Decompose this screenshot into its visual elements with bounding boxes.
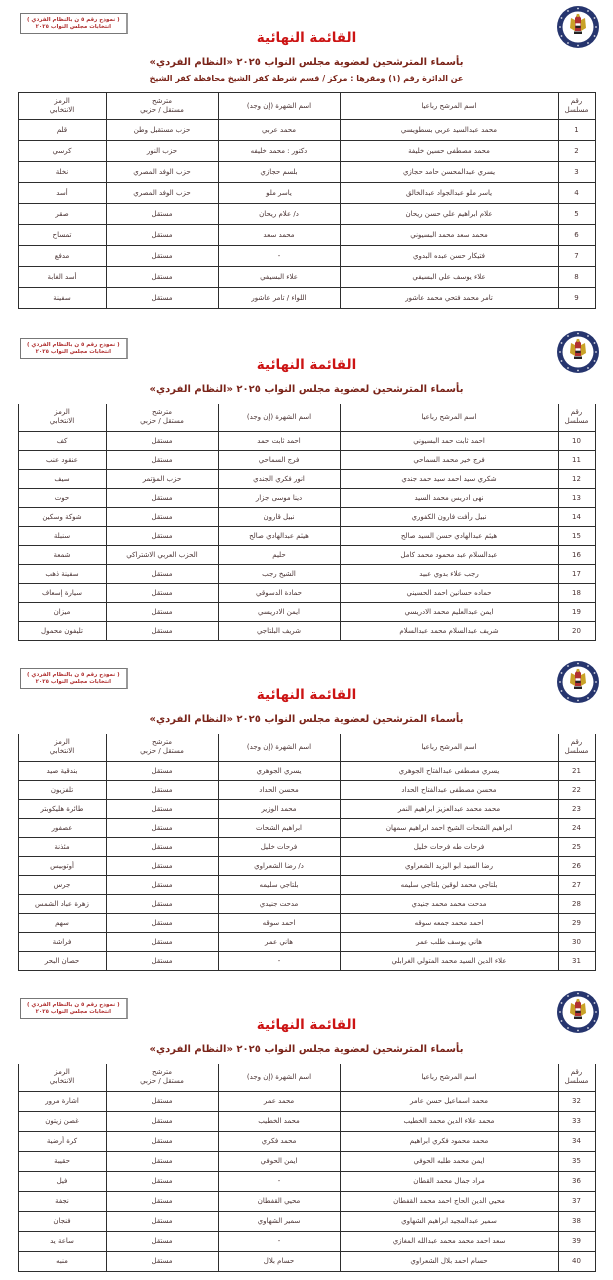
table-header-row — [18, 734, 595, 761]
cell-affiliation: مستقل — [106, 488, 218, 507]
cell-affiliation: مستقل — [106, 526, 218, 545]
cell-fame-name: محمد الخطيب — [218, 1111, 340, 1131]
cell-serial-number: 10 — [558, 431, 595, 450]
cell-candidate-full-name: محمد مصطفى حسين خليفة — [340, 141, 558, 162]
form-number-stamp — [20, 13, 128, 34]
cell-serial-number: 22 — [558, 780, 595, 799]
cell-serial-number: 40 — [558, 1251, 595, 1271]
cell-affiliation: حزب النور — [106, 141, 218, 162]
form-number-stamp — [20, 668, 128, 689]
cell-fame-name: دكتور : محمد خليفه — [218, 141, 340, 162]
cell-serial-number: 33 — [558, 1111, 595, 1131]
cell-affiliation: مستقل — [106, 225, 218, 246]
cell-electoral-symbol: زهرة عباد الشمس — [18, 894, 106, 913]
cell-candidate-full-name: رضا السيد ابو اليزيد الشعراوي — [340, 856, 558, 875]
cell-candidate-full-name: ايمن عبدالعليم محمد الادريسي — [340, 602, 558, 621]
candidates-table — [18, 734, 596, 971]
cell-serial-number: 36 — [558, 1171, 595, 1191]
form-number-stamp — [20, 998, 128, 1019]
cell-serial-number: 25 — [558, 837, 595, 856]
candidate-row — [18, 141, 595, 162]
cell-electoral-symbol: شوكة وسكين — [18, 507, 106, 526]
cell-candidate-full-name: محمد علاء الدين محمد الخطيب — [340, 1111, 558, 1131]
candidate-row — [18, 894, 595, 913]
cell-fame-name: فرحات خليل — [218, 837, 340, 856]
cell-fame-name: هيثم عبدالهادي صالح — [218, 526, 340, 545]
page-title: القائمة النهائية — [256, 30, 357, 46]
cell-affiliation: مستقل — [106, 1151, 218, 1171]
cell-electoral-symbol: سهم — [18, 913, 106, 932]
candidate-row — [18, 1091, 595, 1111]
cell-candidate-full-name: ايمن محمد طلبه الحوفي — [340, 1151, 558, 1171]
candidate-row — [18, 583, 595, 602]
candidate-row — [18, 602, 595, 621]
candidate-row — [18, 837, 595, 856]
cell-fame-name: احمد سوقه — [218, 913, 340, 932]
cell-electoral-symbol: حقيبة — [18, 1151, 106, 1171]
candidate-row — [18, 507, 595, 526]
cell-candidate-full-name: محيي الدين الحاج احمد محمد القفطان — [340, 1191, 558, 1211]
cell-electoral-symbol: غصن زيتون — [18, 1111, 106, 1131]
page-subtitle: بأسماء المترشحين لعضوية مجلس النواب ٢٠٢٥ «النظام الفردي» — [149, 57, 464, 68]
cell-candidate-full-name: محمد محمود فكري ابراهيم — [340, 1131, 558, 1151]
candidate-row — [18, 267, 595, 288]
cell-serial-number: 26 — [558, 856, 595, 875]
cell-fame-name: حمادة الدسوقي — [218, 583, 340, 602]
cell-affiliation: حزب المؤتمر — [106, 469, 218, 488]
candidate-row — [18, 913, 595, 932]
cell-fame-name: علاء البسيفي — [218, 267, 340, 288]
header-serial: رقم مسلسل — [558, 404, 595, 431]
candidate-row — [18, 1111, 595, 1131]
cell-affiliation: مستقل — [106, 621, 218, 640]
candidate-row — [18, 469, 595, 488]
cell-electoral-symbol: ساعة يد — [18, 1231, 106, 1251]
header-fame-name: اسم الشهرة (إن وجد) — [218, 1064, 340, 1091]
cell-affiliation: مستقل — [106, 837, 218, 856]
cell-serial-number: 24 — [558, 818, 595, 837]
cell-candidate-full-name: علام ابراهيم علي حسن ريحان — [340, 204, 558, 225]
cell-candidate-full-name: نبيل رأفت فارون الكفوري — [340, 507, 558, 526]
candidate-row — [18, 183, 595, 204]
cell-serial-number: 31 — [558, 951, 595, 970]
candidate-row — [18, 204, 595, 225]
cell-fame-name: محمد سعد — [218, 225, 340, 246]
cell-candidate-full-name: يسري مصطفى عبدالفتاح الجوهري — [340, 761, 558, 780]
candidate-row — [18, 932, 595, 951]
cell-fame-name: - — [218, 951, 340, 970]
cell-affiliation: مستقل — [106, 204, 218, 225]
cell-fame-name: ابراهيم الشحات — [218, 818, 340, 837]
candidate-row — [18, 818, 595, 837]
document-page-1 — [0, 0, 613, 325]
cell-electoral-symbol: أسد الغابة — [18, 267, 106, 288]
cell-electoral-symbol: منبه — [18, 1251, 106, 1271]
cell-affiliation: مستقل — [106, 507, 218, 526]
cell-serial-number: 28 — [558, 894, 595, 913]
header-symbol: الرمز الانتخابي — [18, 1064, 106, 1091]
cell-fame-name: الشيخ رجب — [218, 564, 340, 583]
candidates-table — [18, 1064, 596, 1272]
cell-affiliation: مستقل — [106, 267, 218, 288]
candidate-row — [18, 856, 595, 875]
cell-electoral-symbol: جرس — [18, 875, 106, 894]
cell-candidate-full-name: رجب علاء بدوي عبيد — [340, 564, 558, 583]
cell-affiliation: مستقل — [106, 780, 218, 799]
header-affiliation: مترشح مستقل / حزبي — [106, 734, 218, 761]
header-affiliation: مترشح مستقل / حزبي — [106, 93, 218, 120]
cell-fame-name: محمد الوزير — [218, 799, 340, 818]
cell-serial-number: 9 — [558, 288, 595, 309]
cell-affiliation: الحزب العربي الاشتراكي — [106, 545, 218, 564]
cell-electoral-symbol: سيارة إسعاف — [18, 583, 106, 602]
stamp-line-1: ( نموذج رقم ٥ ن بالنظام الفردي ) — [27, 342, 120, 348]
cell-fame-name: مدحت جنيدي — [218, 894, 340, 913]
cell-serial-number: 34 — [558, 1131, 595, 1151]
table-header-row — [18, 1064, 595, 1091]
cell-electoral-symbol: كف — [18, 431, 106, 450]
cell-candidate-full-name: مدحت محمد محمد جنيدي — [340, 894, 558, 913]
cell-electoral-symbol: تليفون محمول — [18, 621, 106, 640]
cell-fame-name: سمير الشهاوي — [218, 1211, 340, 1231]
cell-serial-number: 1 — [558, 120, 595, 141]
cell-affiliation: مستقل — [106, 564, 218, 583]
candidate-row — [18, 288, 595, 309]
header-candidate-name: اسم المرشح رباعيا — [340, 1064, 558, 1091]
cell-affiliation: مستقل — [106, 1231, 218, 1251]
cell-electoral-symbol: ميزان — [18, 602, 106, 621]
cell-electoral-symbol: مدفع — [18, 246, 106, 267]
cell-affiliation: مستقل — [106, 875, 218, 894]
candidate-row — [18, 246, 595, 267]
cell-candidate-full-name: محمد عبدالسيد عربي بسطويسي — [340, 120, 558, 141]
header-fame-name: اسم الشهرة (إن وجد) — [218, 93, 340, 120]
cell-fame-name: ياسر ملو — [218, 183, 340, 204]
cell-serial-number: 32 — [558, 1091, 595, 1111]
cell-affiliation: مستقل — [106, 1211, 218, 1231]
cell-fame-name: نبيل قارون — [218, 507, 340, 526]
page-title: القائمة النهائية — [256, 1017, 357, 1033]
cell-serial-number: 30 — [558, 932, 595, 951]
cell-serial-number: 5 — [558, 204, 595, 225]
cell-fame-name: ايمن الادريسي — [218, 602, 340, 621]
cell-fame-name: حسام بلال — [218, 1251, 340, 1271]
cell-serial-number: 13 — [558, 488, 595, 507]
district-line: عن الدائرة رقم (١) ومقرها : مركز / قسم شرطة كفر الشيخ محافظة كفر الشيخ — [149, 74, 464, 83]
cell-candidate-full-name: ياسر ملو عبدالجواد عبدالخالق — [340, 183, 558, 204]
candidates-table — [18, 404, 596, 641]
stamp-line-2: انتخابات مجلس النواب ٢٠٢٥ — [35, 24, 112, 30]
cell-serial-number: 37 — [558, 1191, 595, 1211]
cell-affiliation: مستقل — [106, 1091, 218, 1111]
cell-fame-name: احمد ثابت حمد — [218, 431, 340, 450]
header-fame-name: اسم الشهرة (إن وجد) — [218, 404, 340, 431]
cell-candidate-full-name: عبدالسلام عبد محمود محمد كامل — [340, 545, 558, 564]
header-affiliation: مترشح مستقل / حزبي — [106, 1064, 218, 1091]
table-header-row — [18, 404, 595, 431]
page-title: القائمة النهائية — [256, 357, 357, 373]
cell-electoral-symbol: أسد — [18, 183, 106, 204]
cell-affiliation: مستقل — [106, 1131, 218, 1151]
document-page-3 — [0, 655, 613, 985]
candidate-row — [18, 545, 595, 564]
header-symbol: الرمز الانتخابي — [18, 734, 106, 761]
header-serial: رقم مسلسل — [558, 1064, 595, 1091]
form-number-stamp — [20, 338, 128, 359]
cell-fame-name: د/ رضا الشعراوي — [218, 856, 340, 875]
cell-fame-name: دينا موسى جزار — [218, 488, 340, 507]
cell-candidate-full-name: سمير عبدالمجيد ابراهيم الشهاوي — [340, 1211, 558, 1231]
header-symbol: الرمز الانتخابي — [18, 93, 106, 120]
cell-fame-name: فرج السماحي — [218, 450, 340, 469]
header-fame-name: اسم الشهرة (إن وجد) — [218, 734, 340, 761]
cell-candidate-full-name: محمد سعد محمد البسيوني — [340, 225, 558, 246]
cell-electoral-symbol: نجفة — [18, 1191, 106, 1211]
candidate-row — [18, 564, 595, 583]
stamp-line-1: ( نموذج رقم ٥ ن بالنظام الفردي ) — [27, 1002, 120, 1008]
cell-affiliation: حزب الوفد المصري — [106, 162, 218, 183]
header-candidate-name: اسم المرشح رباعيا — [340, 734, 558, 761]
cell-electoral-symbol: نخلة — [18, 162, 106, 183]
cell-fame-name: هاني عمر — [218, 932, 340, 951]
page-title: القائمة النهائية — [256, 687, 357, 703]
cell-fame-name: حليم — [218, 545, 340, 564]
cell-serial-number: 29 — [558, 913, 595, 932]
cell-serial-number: 35 — [558, 1151, 595, 1171]
cell-electoral-symbol: تلفزيون — [18, 780, 106, 799]
cell-fame-name: د/ علام ريحان — [218, 204, 340, 225]
cell-serial-number: 18 — [558, 583, 595, 602]
candidate-row — [18, 1231, 595, 1251]
candidate-row — [18, 799, 595, 818]
cell-affiliation: مستقل — [106, 932, 218, 951]
cell-affiliation: مستقل — [106, 1251, 218, 1271]
candidate-row — [18, 1251, 595, 1271]
candidate-row — [18, 1151, 595, 1171]
cell-candidate-full-name: هاني يوسف طلب عمر — [340, 932, 558, 951]
cell-affiliation: مستقل — [106, 913, 218, 932]
cell-electoral-symbol: سنبلة — [18, 526, 106, 545]
cell-fame-name: يسري الجوهري — [218, 761, 340, 780]
stamp-line-1: ( نموذج رقم ٥ ن بالنظام الفردي ) — [27, 17, 120, 23]
cell-fame-name: - — [218, 1231, 340, 1251]
cell-candidate-full-name: حماده حسانين احمد الحسيني — [340, 583, 558, 602]
candidate-row — [18, 225, 595, 246]
cell-candidate-full-name: سعد احمد محمد محمد عبدالله المغازي — [340, 1231, 558, 1251]
cell-electoral-symbol: عنقود عنب — [18, 450, 106, 469]
cell-fame-name: اللواء / تامر عاشور — [218, 288, 340, 309]
cell-electoral-symbol: طائرة هليكوبتر — [18, 799, 106, 818]
cell-candidate-full-name: محمد اسماعيل حسن عامر — [340, 1091, 558, 1111]
header-candidate-name: اسم المرشح رباعيا — [340, 93, 558, 120]
cell-serial-number: 27 — [558, 875, 595, 894]
cell-serial-number: 6 — [558, 225, 595, 246]
cell-serial-number: 38 — [558, 1211, 595, 1231]
cell-fame-name: محمد عربي — [218, 120, 340, 141]
candidate-row — [18, 162, 595, 183]
cell-electoral-symbol: اشارة مرور — [18, 1091, 106, 1111]
cell-serial-number: 15 — [558, 526, 595, 545]
national-elections-authority-emblem-icon — [555, 989, 601, 1035]
cell-fame-name: شريف البلتاجي — [218, 621, 340, 640]
national-elections-authority-emblem-icon — [555, 659, 601, 705]
cell-candidate-full-name: احمد محمد جمعه سوقه — [340, 913, 558, 932]
cell-affiliation: مستقل — [106, 818, 218, 837]
cell-fame-name: بلتاجي سليمه — [218, 875, 340, 894]
document-page-4 — [0, 985, 613, 1280]
candidate-row — [18, 1211, 595, 1231]
cell-candidate-full-name: شكري سيد احمد سيد حمد جندي — [340, 469, 558, 488]
header-serial: رقم مسلسل — [558, 734, 595, 761]
cell-electoral-symbol: أوتوبيس — [18, 856, 106, 875]
header-symbol: الرمز الانتخابي — [18, 404, 106, 431]
cell-fame-name: محسن الحداد — [218, 780, 340, 799]
cell-candidate-full-name: فرج خير محمد السماحي — [340, 450, 558, 469]
candidate-row — [18, 1131, 595, 1151]
cell-electoral-symbol: حوت — [18, 488, 106, 507]
cell-serial-number: 16 — [558, 545, 595, 564]
cell-serial-number: 23 — [558, 799, 595, 818]
cell-affiliation: حزب مستقبل وطن — [106, 120, 218, 141]
cell-candidate-full-name: حسام احمد بلال الشعراوي — [340, 1251, 558, 1271]
cell-candidate-full-name: احمد ثابت حمد البسيوني — [340, 431, 558, 450]
page-subtitle: بأسماء المترشحين لعضوية مجلس النواب ٢٠٢٥ «النظام الفردي» — [149, 384, 464, 395]
stamp-line-1: ( نموذج رقم ٥ ن بالنظام الفردي ) — [27, 672, 120, 678]
cell-electoral-symbol: حصان البحر — [18, 951, 106, 970]
page-subtitle: بأسماء المترشحين لعضوية مجلس النواب ٢٠٢٥ «النظام الفردي» — [149, 714, 464, 725]
cell-candidate-full-name: محمد محمد عبدالعزيز ابراهيم النمر — [340, 799, 558, 818]
cell-serial-number: 8 — [558, 267, 595, 288]
cell-affiliation: مستقل — [106, 1171, 218, 1191]
cell-affiliation: مستقل — [106, 856, 218, 875]
cell-electoral-symbol: تمساح — [18, 225, 106, 246]
cell-serial-number: 20 — [558, 621, 595, 640]
cell-serial-number: 7 — [558, 246, 595, 267]
cell-fame-name: انور فكري الجندي — [218, 469, 340, 488]
cell-affiliation: مستقل — [106, 431, 218, 450]
cell-candidate-full-name: هيثم عبدالهادي حسن السيد صالح — [340, 526, 558, 545]
cell-candidate-full-name: تامر محمد فتحي محمد عاشور — [340, 288, 558, 309]
candidate-row — [18, 780, 595, 799]
cell-candidate-full-name: علاء يوسف علي البسيفي — [340, 267, 558, 288]
cell-serial-number: 19 — [558, 602, 595, 621]
cell-fame-name: محمد عمر — [218, 1091, 340, 1111]
header-serial: رقم مسلسل — [558, 93, 595, 120]
cell-serial-number: 17 — [558, 564, 595, 583]
cell-electoral-symbol: قلم — [18, 120, 106, 141]
cell-electoral-symbol: كرة أرضية — [18, 1131, 106, 1151]
cell-electoral-symbol: شمعة — [18, 545, 106, 564]
cell-electoral-symbol: مئذنة — [18, 837, 106, 856]
candidate-row — [18, 526, 595, 545]
cell-affiliation: مستقل — [106, 1111, 218, 1131]
cell-affiliation: مستقل — [106, 583, 218, 602]
cell-electoral-symbol: سفينة — [18, 288, 106, 309]
cell-affiliation: مستقل — [106, 799, 218, 818]
cell-affiliation: مستقل — [106, 246, 218, 267]
cell-serial-number: 2 — [558, 141, 595, 162]
candidate-row — [18, 621, 595, 640]
cell-fame-name: بلسم حجازي — [218, 162, 340, 183]
cell-electoral-symbol: بندقية صيد — [18, 761, 106, 780]
cell-candidate-full-name: يسري عبدالمحسن حامد حجازي — [340, 162, 558, 183]
cell-affiliation: مستقل — [106, 1191, 218, 1211]
candidate-row — [18, 951, 595, 970]
candidate-row — [18, 1171, 595, 1191]
candidates-table — [18, 92, 596, 309]
stamp-line-2: انتخابات مجلس النواب ٢٠٢٥ — [35, 1009, 112, 1015]
candidate-row — [18, 488, 595, 507]
header-affiliation: مترشح مستقل / حزبي — [106, 404, 218, 431]
cell-candidate-full-name: محسن مصطفى عبدالفتاح الحداد — [340, 780, 558, 799]
cell-electoral-symbol: فيل — [18, 1171, 106, 1191]
cell-affiliation: مستقل — [106, 288, 218, 309]
cell-electoral-symbol: فراشة — [18, 932, 106, 951]
candidate-row — [18, 875, 595, 894]
candidate-row — [18, 431, 595, 450]
cell-affiliation: مستقل — [106, 894, 218, 913]
cell-candidate-full-name: مراد جمال محمد القطان — [340, 1171, 558, 1191]
cell-electoral-symbol: سيف — [18, 469, 106, 488]
cell-candidate-full-name: فتيكار حسن عبده البدوي — [340, 246, 558, 267]
document-page-2 — [0, 325, 613, 655]
table-header-row — [18, 93, 595, 120]
cell-serial-number: 4 — [558, 183, 595, 204]
cell-serial-number: 21 — [558, 761, 595, 780]
cell-electoral-symbol: كرسي — [18, 141, 106, 162]
cell-candidate-full-name: نهى ادريس محمد السيد — [340, 488, 558, 507]
stamp-line-2: انتخابات مجلس النواب ٢٠٢٥ — [35, 679, 112, 685]
cell-candidate-full-name: فرحات طه فرحات خليل — [340, 837, 558, 856]
cell-serial-number: 11 — [558, 450, 595, 469]
national-elections-authority-emblem-icon — [555, 4, 601, 50]
cell-fame-name: محمد فكري — [218, 1131, 340, 1151]
candidate-row — [18, 761, 595, 780]
cell-serial-number: 39 — [558, 1231, 595, 1251]
national-elections-authority-emblem-icon — [555, 329, 601, 375]
cell-fame-name: - — [218, 246, 340, 267]
stamp-line-2: انتخابات مجلس النواب ٢٠٢٥ — [35, 349, 112, 355]
cell-fame-name: محيي القفطان — [218, 1191, 340, 1211]
cell-affiliation: مستقل — [106, 602, 218, 621]
cell-fame-name: ايمن الحوفي — [218, 1151, 340, 1171]
cell-serial-number: 12 — [558, 469, 595, 488]
cell-candidate-full-name: علاء الدين السيد محمد المتولي الغرابلي — [340, 951, 558, 970]
candidate-row — [18, 450, 595, 469]
cell-electoral-symbol: صقر — [18, 204, 106, 225]
cell-affiliation: مستقل — [106, 761, 218, 780]
cell-affiliation: مستقل — [106, 450, 218, 469]
cell-candidate-full-name: شريف عبدالسلام محمد عبدالسلام — [340, 621, 558, 640]
candidate-row — [18, 1191, 595, 1211]
cell-fame-name: - — [218, 1171, 340, 1191]
cell-serial-number: 3 — [558, 162, 595, 183]
cell-candidate-full-name: بلتاجي محمد لوقين بلتاجي سليمه — [340, 875, 558, 894]
page-subtitle: بأسماء المترشحين لعضوية مجلس النواب ٢٠٢٥ «النظام الفردي» — [149, 1044, 464, 1055]
cell-electoral-symbol: فنجان — [18, 1211, 106, 1231]
header-candidate-name: اسم المرشح رباعيا — [340, 404, 558, 431]
cell-affiliation: مستقل — [106, 951, 218, 970]
cell-electoral-symbol: عصفور — [18, 818, 106, 837]
candidate-row — [18, 120, 595, 141]
cell-affiliation: حزب الوفد المصري — [106, 183, 218, 204]
cell-serial-number: 14 — [558, 507, 595, 526]
cell-candidate-full-name: ابراهيم الشحات الشيخ احمد ابراهيم سمهان — [340, 818, 558, 837]
cell-electoral-symbol: سفينة ذهب — [18, 564, 106, 583]
